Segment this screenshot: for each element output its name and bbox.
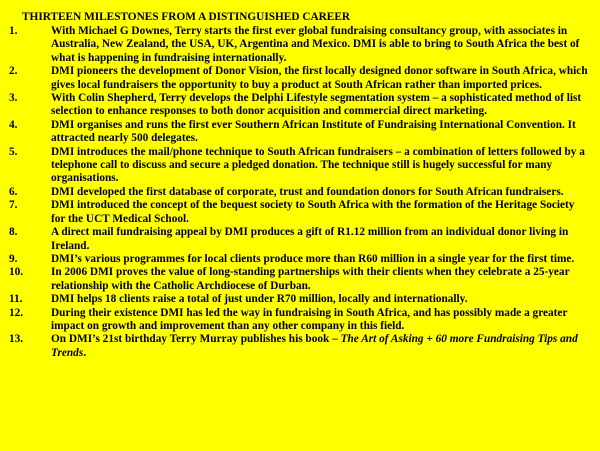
list-item (9, 293, 590, 306)
item-number: 7. (9, 199, 18, 212)
item-text-end: . (83, 346, 87, 359)
list-item (9, 146, 590, 186)
item-text: DMI introduces the mail/phone technique to South African fundraisers – a combination of letters followed by a telephone call to discuss and secure a pledged donation. The technique still is hugely successful for many organisations. (51, 145, 585, 185)
item-text-lead: On DMI’s 21st birthday Terry Murray publishes his book – (51, 333, 341, 346)
item-text: DMI pioneers the development of Donor Vision, the first locally designed donor software in South Africa, which gives local fundraisers the opportunity to buy a product at South African rather than imported prices. (51, 65, 588, 91)
item-number: 3. (9, 92, 18, 105)
list-item (9, 307, 590, 334)
item-number: 11. (9, 293, 23, 306)
milestone-list (9, 25, 590, 360)
item-text: A direct mail fundraising appeal by DMI produces a gift of R1.12 million from an individual donor living in Ireland. (51, 226, 569, 252)
item-text: With Colin Shepherd, Terry develops the Delphi Lifestyle segmentation system – a sophisticated method of list selection to enhance responses to both donor acquisition and commercial direct marketing. (51, 92, 582, 118)
page-title: THIRTEEN MILESTONES FROM A DISTINGUISHED CAREER (22, 11, 351, 23)
item-text (51, 333, 590, 360)
item-text: In 2006 DMI proves the value of long-standing partnerships with their clients when they celebrate a 25-year relationship with the Catholic Archdiocese of Durban. (51, 266, 570, 292)
item-number: 2. (9, 65, 18, 78)
book-title: The Art of Asking + 60 more Fundraising Tips and Trends (51, 333, 578, 359)
item-number: 13. (9, 333, 24, 346)
item-text: With Michael G Downes, Terry starts the first ever global fundraising consultancy group, with associates in Australia, New Zealand, the USA, UK, Argentina and Mexico. DMI is able to bring to South Africa the best of what is happening in fundraising internationally. (51, 25, 580, 64)
list-item (9, 65, 590, 92)
item-number: 6. (9, 185, 18, 198)
item-text: DMI introduced the concept of the bequest society to South Africa with the formation of the Heritage Society for the UCT Medical School. (51, 199, 575, 225)
item-number: 10. (9, 266, 24, 279)
item-text: DMI organises and runs the first ever Southern African Institute of Fundraising International Convention. It attracted nearly 500 delegates. (51, 118, 576, 145)
list-item (9, 92, 590, 119)
item-number: 4. (9, 118, 18, 131)
list-item (9, 333, 590, 360)
item-text: DMI helps 18 clients raise a total of just under R70 million, locally and internationally. (51, 293, 468, 306)
list-item (9, 186, 590, 199)
list-item (9, 266, 590, 293)
item-number: 9. (9, 252, 18, 265)
list-item (9, 253, 590, 266)
item-number: 5. (9, 145, 18, 158)
item-text: During their existence DMI has led the way in fundraising in South Africa, and has possibly made a greater impact on growth and improvement than any other company in this field. (51, 306, 568, 332)
list-item (9, 119, 590, 146)
list-item (9, 199, 590, 226)
item-text: DMI developed the first database of corporate, trust and foundation donors for South African fundraisers. (51, 185, 564, 198)
list-item (9, 226, 590, 253)
item-text: DMI’s various programmes for local clients produce more than R60 million in a single year for the first time. (51, 252, 575, 265)
item-number: 1. (9, 25, 18, 37)
item-number: 8. (9, 226, 18, 239)
item-number: 12. (9, 306, 24, 319)
list-item (9, 25, 590, 65)
